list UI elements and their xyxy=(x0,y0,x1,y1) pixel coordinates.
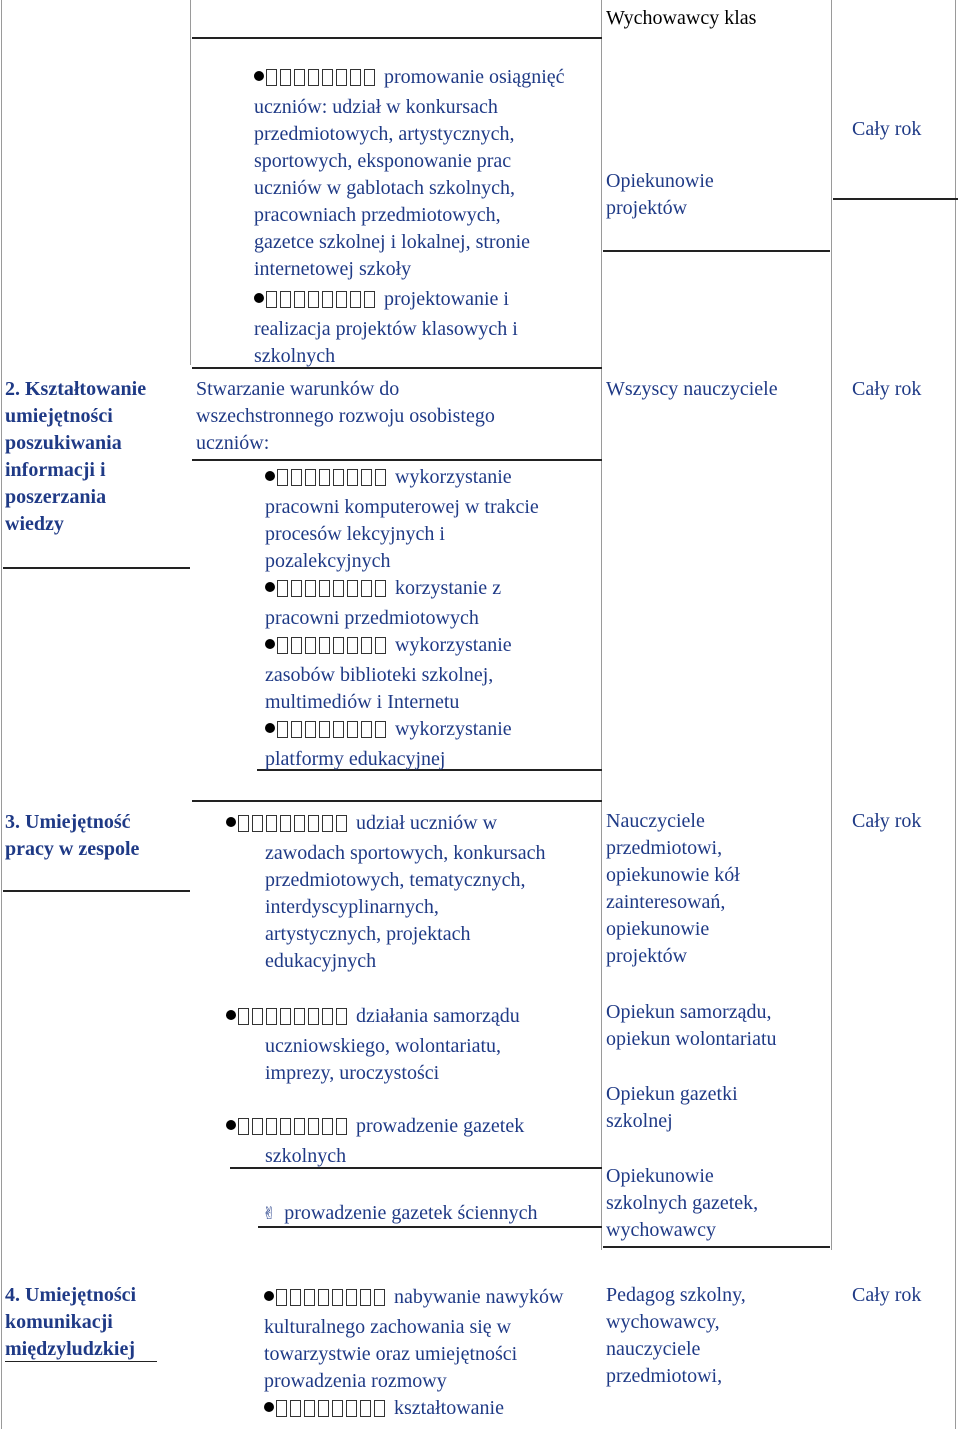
rule xyxy=(192,37,602,39)
row1-time: Cały rok xyxy=(852,118,922,140)
row3-bullet-council: działania samorządu uczniowskiego, wolontariatu, imprezy, uroczystości xyxy=(226,1003,600,1087)
missing-glyph-icon xyxy=(276,1287,388,1314)
row4-time: Cały rok xyxy=(852,1284,922,1306)
row3-area: 3. Umiejętność pracy w zespole xyxy=(5,811,140,860)
bullet-dot-icon xyxy=(254,293,264,303)
bullet-dot-icon xyxy=(264,1291,274,1301)
bullet-dot-icon xyxy=(254,71,264,81)
bullet-dot-icon xyxy=(265,639,275,649)
bullet-dot-icon xyxy=(265,471,275,481)
col-border xyxy=(831,0,832,1250)
row2-area: 2. Kształtowanie umiejętności poszukiwania informacji i poszerzania wiedzy xyxy=(5,378,147,535)
row2-responsible: Wszyscy nauczyciele xyxy=(606,378,778,400)
row4-area: 4. Umiejętności komunikacji międzyludzkiej xyxy=(5,1284,137,1360)
col-border xyxy=(1,0,2,1429)
missing-glyph-icon xyxy=(266,67,378,94)
row4-bullets: nabywanie nawyków kulturalnego zachowania się w towarzystwie oraz umiejętności prowadzenia rozmowy kształtowanie xyxy=(264,1284,600,1425)
bullet-dot-icon xyxy=(226,1120,236,1130)
rule xyxy=(192,800,602,802)
bullet-dot-icon xyxy=(265,723,275,733)
rule xyxy=(603,1246,830,1248)
col-border xyxy=(955,0,956,1429)
row1-bullet-promotion: promowanie osiągnięć uczniów: udział w konkursach przedmiotowych, artystycznych, sportowych, eksponowanie prac uczniów w gablotach szkolnych, pracowniach przedmiotowych, gazetce szkolnej i lokalnej, stronie internetowej szkoły xyxy=(254,66,565,280)
bullet-dot-icon xyxy=(226,817,236,827)
missing-glyph-icon xyxy=(277,719,389,746)
row3-responsible-council: Opiekun samorządu, opiekun wolontariatu xyxy=(606,1001,777,1050)
col-border xyxy=(190,0,191,365)
bullet-dot-icon xyxy=(226,1010,236,1020)
area-underline xyxy=(5,1361,157,1362)
row3-responsible-teachers: Nauczyciele przedmiotowi, opiekunowie kół zainteresowań, opiekunowie projektów xyxy=(606,810,740,967)
row1-bullet-projects: projektowanie i realizacja projektów klasowych i szkolnych xyxy=(254,288,518,367)
row3-time: Cały rok xyxy=(852,810,922,832)
missing-glyph-icon xyxy=(238,813,350,840)
missing-glyph-icon xyxy=(277,467,389,494)
missing-glyph-icon xyxy=(266,289,378,316)
missing-glyph-icon xyxy=(277,635,389,662)
row2-bullets: wykorzystanie pracowni komputerowej w trakcie procesów lekcyjnych i pozalekcyjnych korzystanie z pracowni przedmiotowych wykorzystanie zasobów biblioteki szkolnej, multimediów i Internetu wykorzystanie platformy edukacyjnej xyxy=(265,466,539,770)
bullet-dot-icon xyxy=(265,582,275,592)
rule xyxy=(192,459,602,461)
rule xyxy=(3,890,190,892)
missing-glyph-icon xyxy=(238,1116,350,1143)
row3-bullet-contests: udział uczniów w zawodach sportowych, konkursach przedmiotowych, tematycznych, interdyscyplinarnych, artystycznych, projektach edukacyjnych xyxy=(226,810,600,975)
missing-glyph-icon xyxy=(238,1006,350,1033)
rule xyxy=(603,250,830,252)
row1-responsible: Opiekunowie projektów xyxy=(606,170,714,219)
row3-extra-item: ✌ prowadzenie gazetek ściennych xyxy=(262,1202,538,1224)
rule xyxy=(3,567,190,569)
row2-time: Cały rok xyxy=(852,378,922,400)
row3-responsible-newspaper: Opiekun gazetki szkolnej xyxy=(606,1083,738,1132)
row3-responsible-wall-newspapers: Opiekunowie szkolnych gazetek, wychowawcy xyxy=(606,1165,759,1241)
bullet-dot-icon xyxy=(264,1402,274,1412)
header-responsible: Wychowawcy klas xyxy=(606,7,757,29)
pointing-hand-icon: ✌ xyxy=(262,1204,277,1224)
row3-bullet-newspapers: prowadzenie gazetek szkolnych xyxy=(226,1113,600,1170)
missing-glyph-icon xyxy=(277,578,389,605)
rule xyxy=(833,198,958,200)
row2-intro: Stwarzanie warunków do wszechstronnego rozwoju osobistego uczniów: xyxy=(196,378,495,454)
missing-glyph-icon xyxy=(276,1398,388,1425)
row4-responsible: Pedagog szkolny, wychowawcy, nauczyciele przedmiotowi, xyxy=(606,1284,746,1387)
